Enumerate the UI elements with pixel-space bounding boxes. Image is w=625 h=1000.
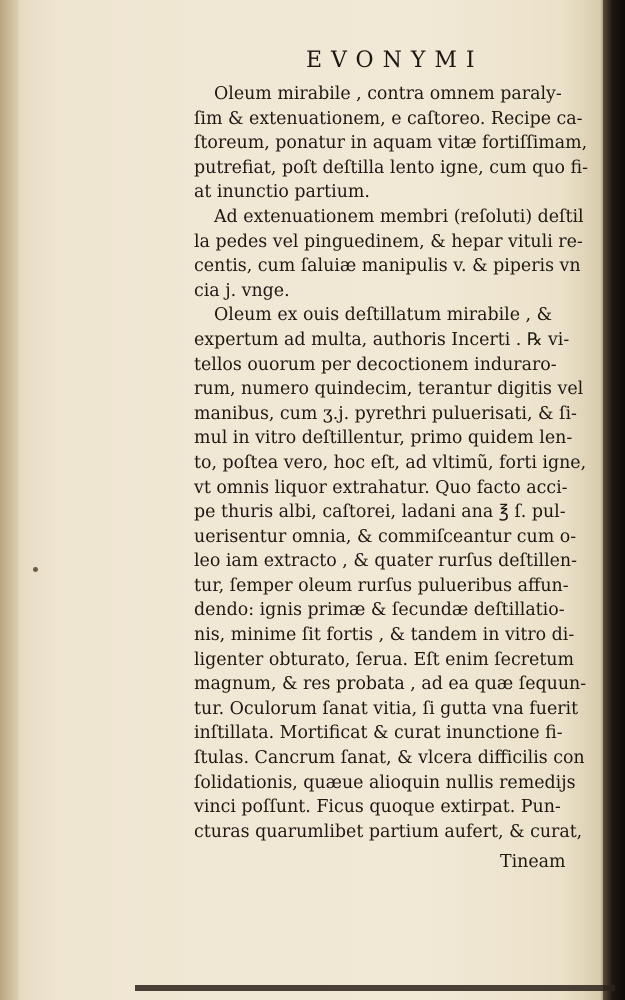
- text-line: Ad extenuationem membri (reſoluti) deſtil: [214, 206, 584, 227]
- text-line: cturas quarumlibet partium aufert, & curat,: [194, 821, 583, 842]
- text-line: cia j. vnge.: [194, 280, 290, 301]
- catchword: Tineam: [500, 852, 566, 872]
- text-line: putrefiat, poſt deſtilla lento igne, cum quo fi-: [194, 157, 588, 178]
- ink-spot: [33, 567, 38, 572]
- text-line: Oleum ex ouis deſtillatum mirabile , &: [214, 305, 553, 326]
- text-line: rum, numero quindecim, terantur digitis vel: [194, 379, 584, 400]
- text-line: ſim & extenuationem, e caſtoreo. Recipe ca-: [194, 108, 583, 129]
- body-text: [194, 82, 610, 844]
- text-line: ſtoreum, ponatur in aquam vitæ fortiſſimam,: [194, 133, 588, 154]
- text-line: pe thuris albi, caſtorei, ladani ana ℥ ſ. pul-: [194, 502, 566, 523]
- text-line: at inunctio partium.: [194, 182, 370, 203]
- text-line: mul in vitro deſtillentur, primo quidem len-: [194, 428, 573, 449]
- text-line: manibus, cum ʒ.j. pyrethri puluerisati, & ſi-: [194, 403, 577, 424]
- text-line: tellos ouorum per decoctionem induraro-: [194, 354, 557, 375]
- text-line: vt omnis liquor extrahatur. Quo facto acci-: [194, 477, 568, 498]
- running-head: EVONYMI: [306, 48, 484, 73]
- text-line: magnum, & res probata , ad ea quæ ſequun-: [194, 674, 587, 695]
- text-line: to, poſtea vero, hoc eſt, ad vltimũ, forti igne,: [194, 452, 587, 473]
- text-line: expertum ad multa, authoris Incerti . ℞ vi-: [194, 329, 570, 350]
- text-line: uerisentur omnia, & commiſceantur cum o-: [194, 526, 577, 547]
- text-line: tur. Oculorum ſanat vitia, ſi gutta vna fuerit: [194, 698, 579, 719]
- text-line: ſolidationis, quæue alioquin nullis remedijs: [194, 772, 576, 793]
- text-line: leo iam extracto , & quater rurſus deſtillen-: [194, 551, 578, 572]
- text-line: Oleum mirabile , contra omnem paraly-: [214, 84, 562, 104]
- binding-shadow: [0, 0, 18, 1000]
- text-line: vinci poſſunt. Ficus quoque extirpat. Pun-: [194, 797, 561, 818]
- text-line: ligenter obturato, ſerua. Eſt enim ſecretum: [194, 649, 574, 670]
- page-bottom-shadow: [135, 985, 615, 991]
- text-line: inſtillata. Mortificat & curat inunctione fi-: [194, 723, 563, 744]
- text-line: centis, cum ſaluiæ manipulis v. & piperis vn: [194, 256, 581, 277]
- text-line: tur, ſemper oleum rurſus pulueribus affun-: [194, 575, 569, 596]
- text-line: dendo: ignis primæ & ſecundæ deſtillatio-: [194, 600, 565, 621]
- text-line: la pedes vel pinguedinem, & hepar vituli re-: [194, 231, 583, 252]
- text-line: nis, minime ſit fortis , & tandem in vitro di-: [194, 625, 575, 646]
- text-line: ſtulas. Cancrum ſanat, & vlcera difficilis con: [194, 748, 585, 769]
